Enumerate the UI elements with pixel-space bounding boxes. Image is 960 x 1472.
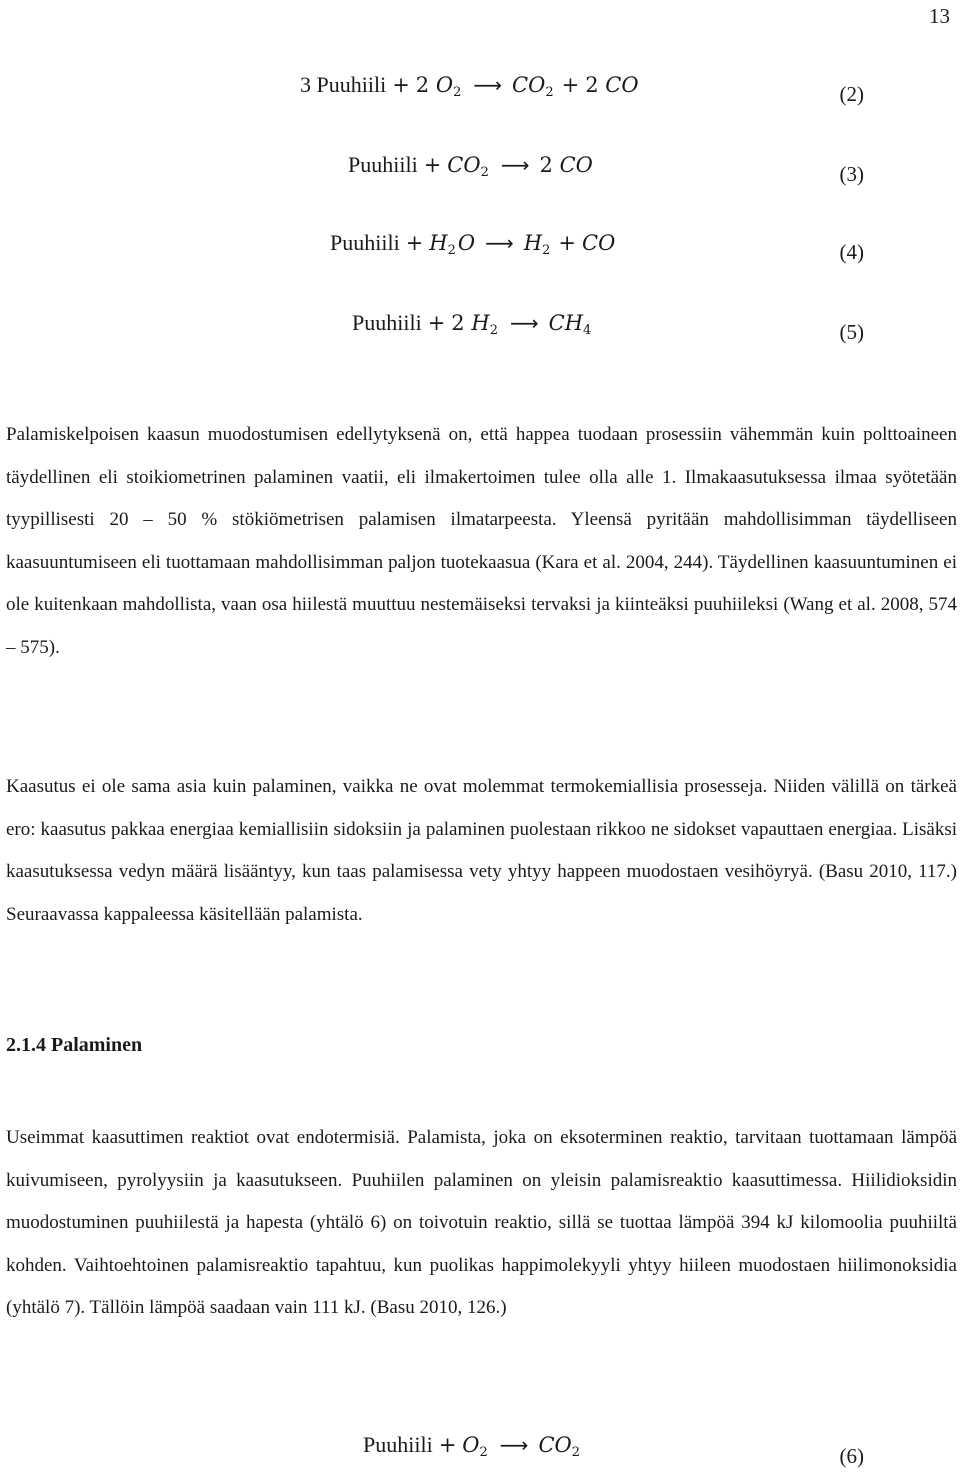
eq2-coefficient: 3 — [300, 72, 317, 97]
eq2-product-co: CO — [605, 73, 639, 97]
eq4-product-co: CO — [582, 231, 616, 255]
eq5-product-ch4-sub: 4 — [583, 323, 592, 338]
eq4-arrow: ⟶ — [485, 231, 514, 255]
equation-5 — [0, 310, 960, 350]
section-heading-palaminen: 2.1.4 Palaminen — [6, 1034, 143, 1056]
eq5-arrow: ⟶ — [509, 311, 539, 335]
equation-4 — [0, 230, 960, 270]
eq2-coefficient-o2: 2 — [415, 73, 430, 97]
paragraph-gasification-vs-combustion: Kaasutus ei ole sama asia kuin palaminen, vaikka ne ovat molemmat termokemiallisia prosesseja. Niiden välillä on tärkeä ero: kaasutus pakkaa energiaa kemiallisiin sidoksiin ja palaminen puolestaan rikkoo ne sidokset vapauttaen energiaa. Lisäksi kaasutuksessa vedyn määrä lisääntyy, kun taas palamisessa vety yhtyy happeen muodostaen vesihöyryä. (Basu 2010, 117.) Seuraavassa kappaleessa käsitellään palamista. — [6, 776, 957, 925]
eq6-reactant-o2: O — [462, 1433, 480, 1457]
equation-4-number: (4) — [839, 240, 864, 264]
eq4-product-h2-sub: 2 — [542, 243, 551, 258]
eq3-product-co: CO — [559, 153, 593, 177]
equation-3-number: (3) — [839, 162, 864, 186]
eq3-plus: + — [423, 153, 442, 177]
eq6-product-co2-sub: 2 — [571, 1445, 581, 1460]
equation-6 — [0, 1432, 960, 1472]
eq6-arrow: ⟶ — [499, 1433, 529, 1457]
eq4-product-h2: H — [523, 231, 543, 255]
eq4-reactant-puuhiili: Puuhiili — [330, 230, 400, 255]
equation-6-number: (6) — [839, 1444, 864, 1468]
eq4-reactant-h: H — [429, 231, 448, 255]
paragraph-combustion: Useimmat kaasuttimen reaktiot ovat endotermisiä. Palamista, joka on eksoterminen reaktio, tarvitaan tuottamaan lämpöä kuivumiseen, pyrolyysiin ja kaasutukseen. Puuhiilen palaminen on yleisin palamisreaktio kaasuttimessa. Hiilidioksidin muodostuminen puuhiilestä ja hapesta (yhtälö 6) on toivotuin reaktio, sillä se tuottaa lämpöä 394 kJ kilomoolia puuhiiltä kohden. Vaihtoehtoinen palamisreaktio tapahtuu, kun puolikas happimolekyyli yhtyy hiileen muodostaen hiilimonoksidia (yhtälö 7). Tällöin lämpöä saadaan vain 111 kJ. (Basu 2010, 126.) — [6, 1127, 957, 1318]
paragraph-gasification-conditions: Palamiskelpoisen kaasun muodostumisen edellytyksenä on, että happea tuodaan prosessiin vähemmän kuin polttoaineen täydellinen eli stoikiometrinen palaminen vaatii, eli ilmakertoimen tulee olla alle 1. Ilmakaasutuksessa ilmaa syötetään tyypillisesti 20 – 50 % stökiömetrisen palamisen ilmatarpeesta. Yleensä pyritään mahdollisimman täydelliseen kaasuuntumiseen eli tuottamaan mahdollisimman paljon tuotekaasua (Kara et al. 2004, 244). Täydellinen kaasuuntuminen ei ole kuitenkaan mahdollista, vaan osa hiilestä muuttuu nestemäiseksi tervaksi ja kiinteäksi puuhiileksi (Wang et al. 2008, 574 – 575). — [6, 424, 957, 658]
eq4-reactant-h-sub: 2 — [447, 243, 456, 258]
equation-5-formula — [352, 310, 593, 338]
eq6-reactant-o2-sub: 2 — [479, 1445, 488, 1460]
equation-2-number: (2) — [839, 82, 864, 106]
eq2-coefficient-co: 2 — [585, 73, 599, 97]
eq3-reactant-puuhiili: Puuhiili — [348, 152, 418, 177]
eq2-product-co2-sub: 2 — [545, 85, 554, 100]
equation-5-number: (5) — [839, 320, 864, 344]
eq5-plus: + — [427, 311, 446, 335]
eq2-plus: + — [392, 73, 410, 97]
equation-2-formula — [300, 72, 639, 100]
eq5-reactant-h2-sub: 2 — [489, 323, 498, 338]
eq5-coefficient-h2: 2 — [451, 311, 465, 335]
eq5-reactant-h2: H — [471, 311, 490, 335]
equation-2 — [0, 72, 960, 112]
eq5-product-ch4: CH — [548, 311, 584, 335]
eq3-arrow: ⟶ — [500, 153, 530, 177]
eq2-plus-2: + — [561, 73, 580, 97]
eq2-product-co2: CO — [512, 73, 546, 97]
eq2-arrow: ⟶ — [473, 73, 503, 97]
eq4-plus-2: + — [558, 231, 577, 255]
eq4-reactant-o: O — [457, 231, 476, 255]
equation-6-formula — [363, 1432, 582, 1460]
eq6-product-co2: CO — [538, 1433, 572, 1457]
eq2-oxygen-sub: 2 — [453, 85, 462, 100]
eq2-oxygen: O — [435, 73, 454, 97]
equation-4-formula — [330, 230, 615, 258]
eq2-reactant-puuhiili: Puuhiili — [316, 72, 387, 97]
equation-3 — [0, 152, 960, 192]
eq3-reactant-co2-sub: 2 — [480, 165, 489, 180]
eq3-coefficient-co: 2 — [539, 153, 553, 177]
eq5-reactant-puuhiili: Puuhiili — [352, 310, 422, 335]
equation-3-formula — [348, 152, 593, 180]
eq4-plus: + — [405, 231, 424, 255]
page-number: 13 — [929, 4, 950, 28]
eq6-reactant-puuhiili: Puuhiili — [363, 1432, 433, 1457]
eq3-reactant-co2: CO — [447, 153, 481, 177]
eq6-plus: + — [438, 1433, 457, 1457]
